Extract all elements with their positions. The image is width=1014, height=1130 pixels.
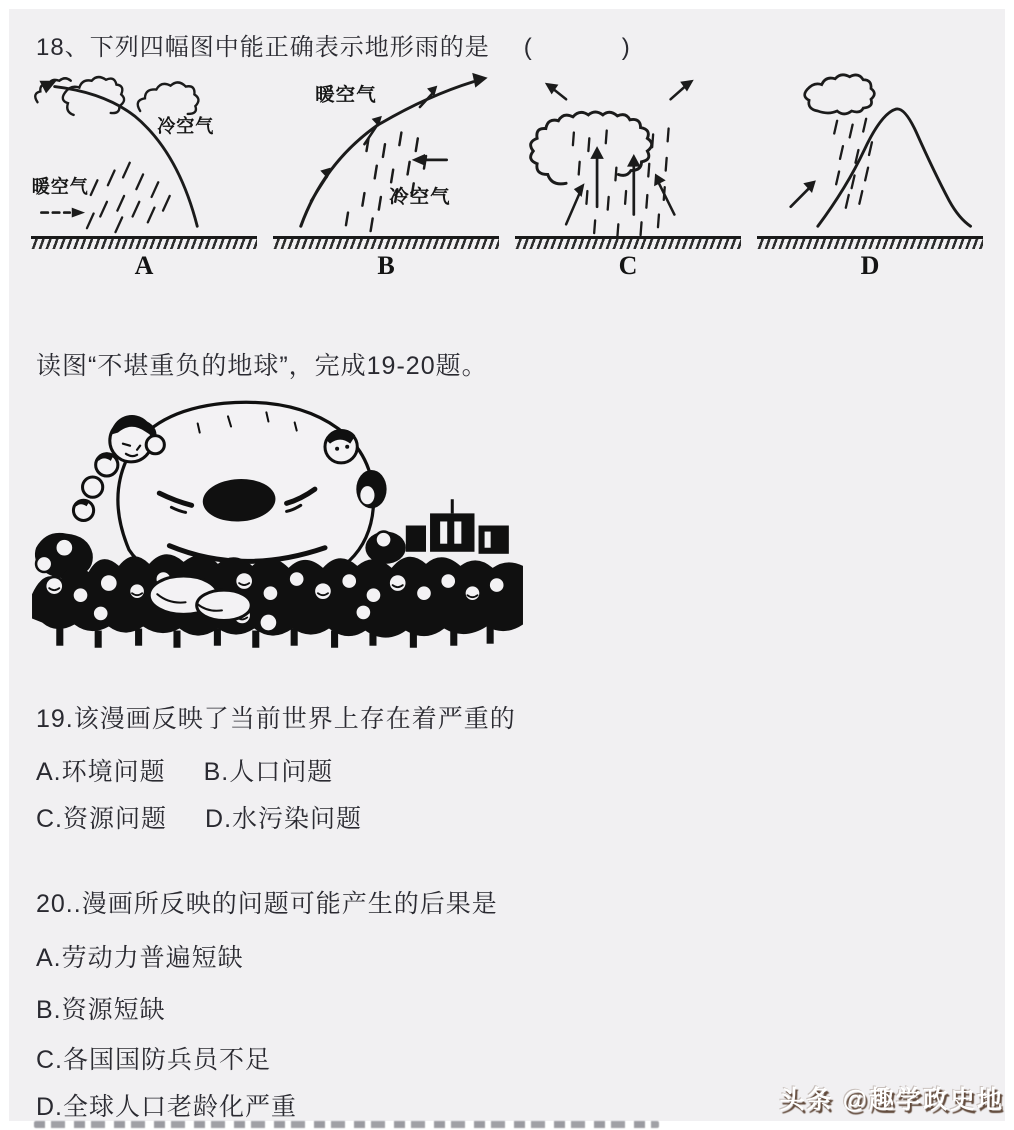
warm-front-sketch (270, 70, 502, 236)
q19-option-b: B.人口问题 (203, 758, 334, 786)
cold-air-label: 冷空气 (389, 187, 451, 208)
diagram-a (28, 70, 260, 281)
outflow-arrow (671, 86, 686, 100)
orographic-rain-sketch (754, 70, 986, 236)
question-19-options-row-1 (36, 752, 333, 788)
earth-cartoon-sketch (30, 396, 525, 654)
updraft-arrow (566, 193, 580, 224)
upslope-arrow (791, 187, 810, 207)
updraft-arrow (311, 175, 327, 200)
rain (87, 163, 170, 232)
cloud (138, 82, 199, 114)
warm-arrowhead (72, 208, 85, 218)
rain (573, 129, 669, 236)
cold-arrowhead (412, 154, 425, 166)
rain (346, 132, 426, 231)
warm-air-label: 暖空气 (315, 85, 377, 107)
updraft-arrow (659, 183, 674, 214)
q19-option-a: A.环境问题 (36, 758, 166, 786)
diagram-c (512, 70, 744, 281)
question-20-text: 20..漫画所反映的问题可能产生的后果是 (36, 890, 498, 918)
diagram-label: A (134, 251, 154, 280)
question-18-line (36, 27, 644, 62)
diagram-label: C (618, 251, 638, 280)
question18-diagram-row (28, 70, 988, 281)
warm-air-label: 暖空气 (31, 175, 89, 198)
toutiao-watermark: 头条 @趣学政史地 (779, 1086, 1004, 1114)
q20-option-c: C.各国国防兵员不足 (36, 1046, 272, 1074)
diagram-b (270, 70, 502, 281)
q19-option-d: D.水污染问题 (205, 805, 363, 833)
diagram-d (754, 70, 986, 281)
question-18-text: 18、下列四幅图中能正确表示地形雨的是 (36, 34, 490, 61)
convective-rain-sketch (512, 70, 744, 236)
front-arrowhead (472, 73, 487, 88)
front-line (55, 87, 198, 227)
answer-blank: ( ) (523, 34, 644, 61)
outflow-arrow (553, 89, 567, 100)
ground-hatch (273, 236, 499, 249)
cold-air-label: 冷空气 (157, 115, 215, 137)
mountain (818, 109, 971, 226)
question-19-options-row-2 (36, 799, 362, 835)
overburdened-earth-cartoon (30, 396, 525, 659)
q20-option-b: B.资源短缺 (36, 996, 166, 1024)
cold-front-sketch (28, 70, 260, 236)
q20-option-d: D.全球人口老龄化严重 (36, 1093, 298, 1121)
q20-option-a: A.劳动力普遍短缺 (36, 944, 244, 972)
ground-hatch (757, 236, 983, 249)
right-crowd-clump (365, 532, 405, 564)
cloud (805, 75, 875, 114)
truncated-text-line (34, 1121, 659, 1128)
arrowhead (627, 154, 641, 167)
ground-hatch (515, 236, 741, 249)
q19-option-c: C.资源问题 (36, 805, 168, 833)
ground-hatch (31, 236, 257, 249)
diagram-label: D (860, 251, 880, 280)
arrowhead (590, 146, 604, 159)
question-19-text: 19.该漫画反映了当前世界上存在着严重的 (36, 705, 516, 733)
diagram-label: B (377, 251, 395, 280)
buildings (406, 499, 509, 554)
reading-instruction: 读图“不堪重负的地球”，完成19-20题。 (36, 352, 488, 380)
